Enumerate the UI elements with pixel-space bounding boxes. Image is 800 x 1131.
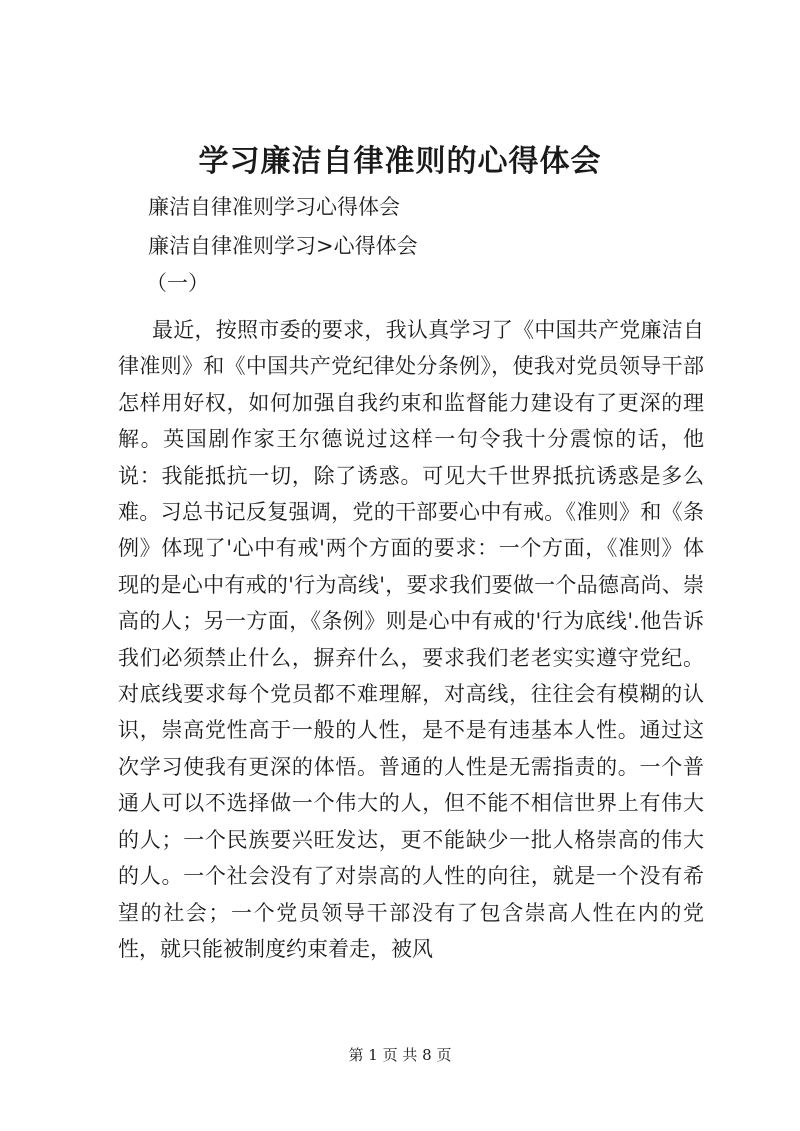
subtitle-line-2: 廉洁自律准则学习>心得体会 xyxy=(148,234,418,258)
section-marker: （一） xyxy=(146,271,209,295)
subtitle-line-1: 廉洁自律准则学习心得体会 xyxy=(148,195,400,219)
page-number-footer: 第 1 页 共 8 页 xyxy=(348,1046,452,1064)
body-paragraph: 最近，按照市委的要求，我认真学习了《中国共产党廉洁自律准则》和《中国共产党纪律处分条例》，使我对党员领导干部怎样用好权，如何加强自我约束和监督能力建设有了更深的理解。英国剧作家王尔德说过这样一句令我十分震惊的话，他说：我能抵抗一切，除了诱惑。可见大千世界抵抗诱惑是多么难。习总书记反复强调，党的干部要心中有戒。《准则》和《条例》体现了'心中有戒'两个方面的要求：一个方面，《准则》体现的是心中有戒的'行为高线'，要求我们要做一个品德高尚、崇高的人；另一方面，《条例》则是心中有戒的'行为底线'.他告诉我们必须禁止什么，摒弃什么，要求我们老老实实遵守党纪。对底线要求每个党员都不难理解，对高线，往往会有模糊的认识，崇高党性高于一般的人性，是不是有违基本人性。通过这次学习使我有更深的体悟。普通的人性是无需指责的。一个普通人可以不选择做一个伟大的人，但不能不相信世界上有伟大的人；一个民族要兴旺发达，更不能缺少一批人格崇高的伟大的人。一个社会没有了对崇高的人性的向往，就是一个没有希望的社会；一个党员领导干部没有了包含崇高人性在内的党性，就只能被制度约束着走，被风 xyxy=(118,318,704,961)
document-title: 学习廉洁自律准则的心得体会 xyxy=(198,144,602,179)
